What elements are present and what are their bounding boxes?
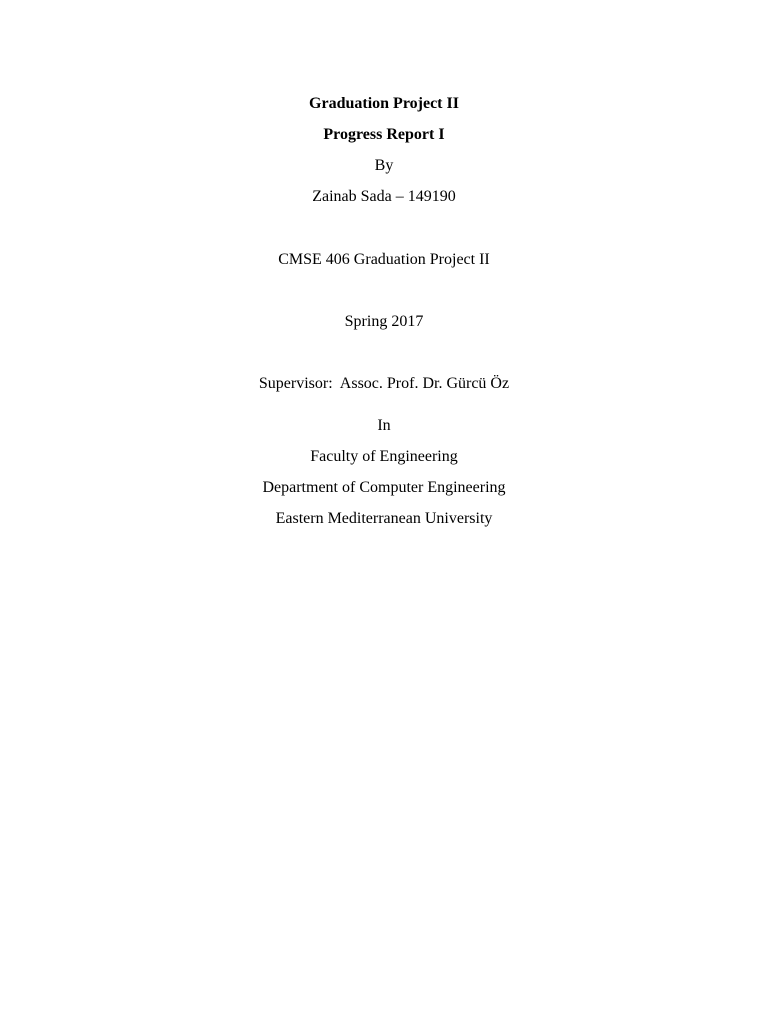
in-label: In bbox=[377, 417, 391, 434]
term-line: Spring 2017 bbox=[344, 313, 424, 330]
course-line: CMSE 406 Graduation Project II bbox=[278, 251, 490, 268]
faculty-line: Faculty of Engineering bbox=[310, 448, 458, 465]
university-line: Eastern Mediterranean University bbox=[275, 510, 493, 527]
author-line: Zainab Sada – 149190 bbox=[312, 188, 456, 205]
report-subtitle: Progress Report I bbox=[323, 126, 445, 143]
report-title: Graduation Project II bbox=[309, 95, 459, 112]
supervisor-line: Supervisor: Assoc. Prof. Dr. Gürcü Öz bbox=[258, 375, 510, 392]
department-line: Department of Computer Engineering bbox=[262, 479, 506, 496]
by-label: By bbox=[374, 157, 394, 174]
